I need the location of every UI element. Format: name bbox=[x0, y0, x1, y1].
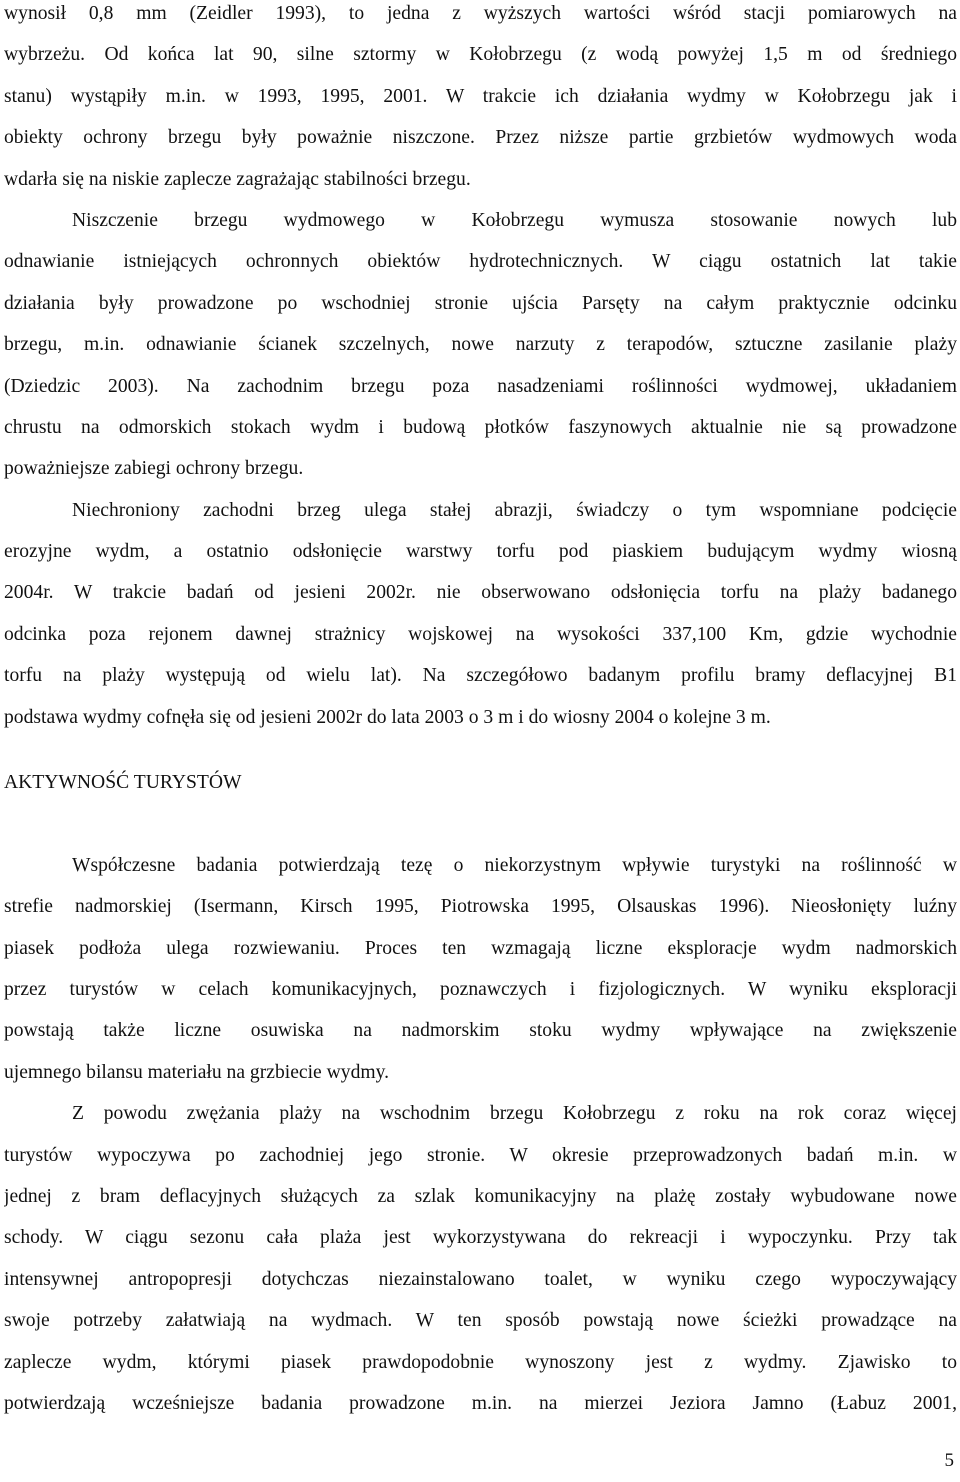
text-line: ujemnego bilansu materiału na grzbiecie wydmy. bbox=[4, 1061, 390, 1083]
text-line: Z powodu zwężania plaży na wschodnim brzegu Kołobrzegu z roku na rok coraz więcej bbox=[72, 1103, 957, 1125]
text-line: zaplecze wydm, którymi piasek prawdopodobnie wynoszony jest z wydmy. Zjawisko to bbox=[4, 1351, 957, 1373]
spacer bbox=[4, 738, 957, 762]
text-line: chrustu na odmorskich stokach wydm i budową płotków faszynowych aktualnie nie są prowadzone bbox=[4, 416, 957, 438]
text-line: Współczesne badania potwierdzają tezę o niekorzystnym wpływie turystyki na roślinność w bbox=[72, 854, 957, 876]
spacer bbox=[4, 803, 957, 844]
paragraph-3 bbox=[4, 490, 957, 738]
text-line: wynosił 0,8 mm (Zeidler 1993), to jedna z wyższych wartości wśród stacji pomiarowych na bbox=[4, 3, 957, 24]
paragraph-5 bbox=[4, 1093, 957, 1424]
text-line: działania były prowadzone po wschodniej stronie ujścia Parsęty na całym praktycznie odcinku bbox=[4, 292, 957, 314]
text-line: poważniejsze zabiegi ochrony brzegu. bbox=[4, 458, 304, 480]
text-line: wdarła się na niskie zaplecze zagrażając stabilności brzegu. bbox=[4, 168, 471, 190]
text-line: torfu na plaży występują od wielu lat). Na szczegółowo badanym profilu bramy deflacyjnej B1 bbox=[4, 665, 957, 687]
paragraph-4 bbox=[4, 845, 957, 1093]
text-line: strefie nadmorskiej (Isermann, Kirsch 1995, Piotrowska 1995, Olsauskas 1996). Nieosłonięty luźny bbox=[4, 896, 957, 918]
text-line: turystów wypoczywa po zachodniej jego stronie. W okresie przeprowadzonych badań m.in. w bbox=[4, 1144, 957, 1166]
text-line: przez turystów w celach komunikacyjnych, poznawczych i fizjologicznych. W wyniku eksploracji bbox=[4, 978, 957, 1000]
text-line: Niszczenie brzegu wydmowego w Kołobrzegu wymusza stosowanie nowych lub bbox=[72, 209, 957, 231]
text-line: potwierdzają wcześniejsze badania prowadzone m.in. na mierzei Jeziora Jamno (Łabuz 2001, bbox=[4, 1392, 957, 1414]
text-line: schody. W ciągu sezonu cała plaża jest wykorzystywana do rekreacji i wypoczynku. Przy tak bbox=[4, 1227, 957, 1249]
text-line: stanu) wystąpiły m.in. w 1993, 1995, 2001. W trakcie ich działania wydmy w Kołobrzegu jak i bbox=[4, 85, 957, 107]
document-page bbox=[4, 0, 957, 1424]
text-line: brzegu, m.in. odnawianie ścianek szczelnych, nowe narzuty z terapodów, sztuczne zasilanie plaży bbox=[4, 334, 957, 356]
text-line: odnawianie istniejących ochronnych obiektów hydrotechnicznych. W ciągu ostatnich lat takie bbox=[4, 251, 957, 273]
text-line: intensywnej antropopresji dotychczas niezainstalowano toalet, w wyniku czego wypoczywający bbox=[4, 1268, 957, 1290]
text-line: erozyjne wydm, a ostatnio odsłonięcie warstwy torfu pod piaskiem budującym wydmy wiosną bbox=[4, 541, 957, 563]
paragraph-2 bbox=[4, 200, 957, 490]
text-line: jednej z bram deflacyjnych służących za szlak komunikacyjny na plażę zostały wybudowane nowe bbox=[4, 1185, 957, 1207]
text-line: swoje potrzeby załatwiają na wydmach. W ten sposób powstają nowe ścieżki prowadzące na bbox=[4, 1310, 957, 1332]
text-line: wybrzeżu. Od końca lat 90, silne sztormy w Kołobrzegu (z wodą powyżej 1,5 m od średniego bbox=[4, 44, 957, 66]
text-line: 2004r. W trakcie badań od jesieni 2002r. nie obserwowano odsłonięcia torfu na plaży badanego bbox=[4, 582, 957, 604]
paragraph-1 bbox=[4, 0, 957, 200]
text-line: (Dziedzic 2003). Na zachodnim brzegu poza nasadzeniami roślinności wydmowej, układaniem bbox=[4, 375, 957, 397]
text-line: odcinka poza rejonem dawnej strażnicy wojskowej na wysokości 337,100 Km, gdzie wychodnie bbox=[4, 623, 957, 645]
text-line: podstawa wydmy cofnęła się od jesieni 2002r do lata 2003 o 3 m i do wiosny 2004 o kolejne 3 m. bbox=[4, 706, 771, 728]
page-number: 5 bbox=[944, 1450, 954, 1471]
text-line: obiekty ochrony brzegu były poważnie niszczone. Przez niższe partie grzbietów wydmowych woda bbox=[4, 127, 957, 149]
text-line: Niechroniony zachodni brzeg ulega stałej abrazji, świadczy o tym wspomniane podcięcie bbox=[72, 499, 957, 521]
text-line: powstają także liczne osuwiska na nadmorskim stoku wydmy wpływające na zwiększenie bbox=[4, 1020, 957, 1042]
section-heading: AKTYWNOŚĆ TURYSTÓW bbox=[4, 772, 242, 794]
text-line: piasek podłoża ulega rozwiewaniu. Proces ten wzmagają liczne eksploracje wydm nadmorskich bbox=[4, 937, 957, 959]
